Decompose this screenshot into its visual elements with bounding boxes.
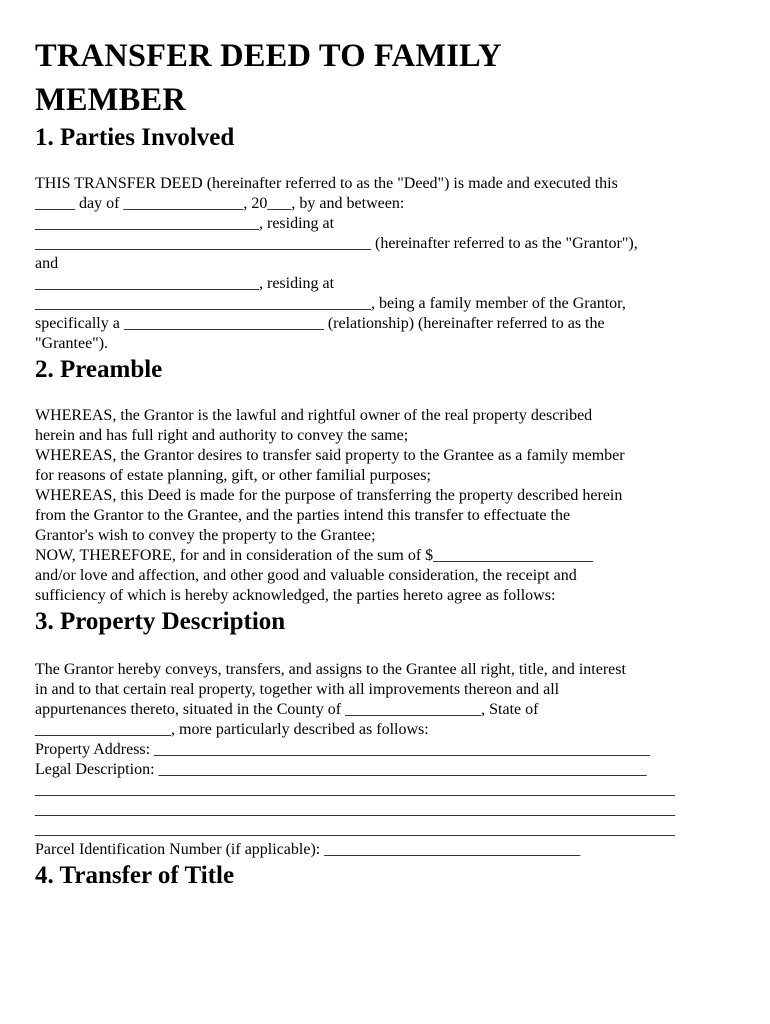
text-line: ____________________________, residing at [35, 215, 335, 232]
section-heading-property-description: 3. Property Description [35, 608, 286, 635]
property-description-paragraph [35, 660, 740, 860]
text-line: in and to that certain real property, together with all improvements thereon and all [35, 681, 560, 698]
text-line: __________________________________________ (hereinafter referred to as the "Grantor"), [35, 235, 638, 252]
property-address-line: Property Address: ______________________________________________________________ [35, 741, 651, 758]
text-line: and [35, 255, 59, 272]
parties-paragraph [35, 174, 740, 354]
text-line: __________________________________________, being a family member of the Grantor, [35, 295, 626, 312]
text-line: from the Grantor to the Grantee, and the parties intend this transfer to effectuate the [35, 507, 571, 524]
section-heading-parties: 1. Parties Involved [35, 124, 235, 151]
text-line: sufficiency of which is hereby acknowledged, the parties hereto agree as follows: [35, 587, 556, 604]
parcel-id-line: Parcel Identification Number (if applicable): ________________________________ [35, 841, 581, 858]
text-line: appurtenances thereto, situated in the County of _________________, State of [35, 701, 539, 718]
text-line: WHEREAS, this Deed is made for the purpose of transferring the property described herein [35, 487, 623, 504]
blank-line: ________________________________________________________________________________ [35, 781, 675, 798]
title-line: MEMBER [35, 82, 187, 118]
text-line: _____ day of _______________, 20___, by and between: [35, 195, 405, 212]
text-line: The Grantor hereby conveys, transfers, and assigns to the Grantee all right, title, and interest [35, 661, 626, 678]
preamble-paragraph [35, 406, 740, 606]
blank-line: ________________________________________________________________________________ [35, 821, 675, 838]
text-line: ____________________________, residing at [35, 275, 335, 292]
text-line: WHEREAS, the Grantor is the lawful and rightful owner of the real property described [35, 407, 593, 424]
blank-line: ________________________________________________________________________________ [35, 801, 675, 818]
text-line: Grantor's wish to convey the property to the Grantee; [35, 527, 376, 544]
text-line: and/or love and affection, and other good and valuable consideration, the receipt and [35, 567, 577, 584]
section-heading-preamble: 2. Preamble [35, 356, 163, 383]
text-line: herein and has full right and authority to convey the same; [35, 427, 409, 444]
text-line: NOW, THEREFORE, for and in consideration of the sum of $____________________ [35, 547, 594, 564]
text-line: WHEREAS, the Grantor desires to transfer said property to the Grantee as a family member [35, 447, 625, 464]
text-line: THIS TRANSFER DEED (hereinafter referred to as the "Deed") is made and executed this [35, 175, 618, 192]
document-title [35, 34, 740, 122]
text-line: "Grantee"). [35, 335, 109, 352]
section-heading-transfer-of-title: 4. Transfer of Title [35, 862, 235, 889]
title-line: TRANSFER DEED TO FAMILY [35, 38, 502, 74]
text-line: _________________, more particularly described as follows: [35, 721, 429, 738]
text-line: for reasons of estate planning, gift, or other familial purposes; [35, 467, 431, 484]
legal-description-line: Legal Description: _____________________________________________________________ [35, 761, 647, 778]
text-line: specifically a _________________________ (relationship) (hereinafter referred to as the [35, 315, 605, 332]
